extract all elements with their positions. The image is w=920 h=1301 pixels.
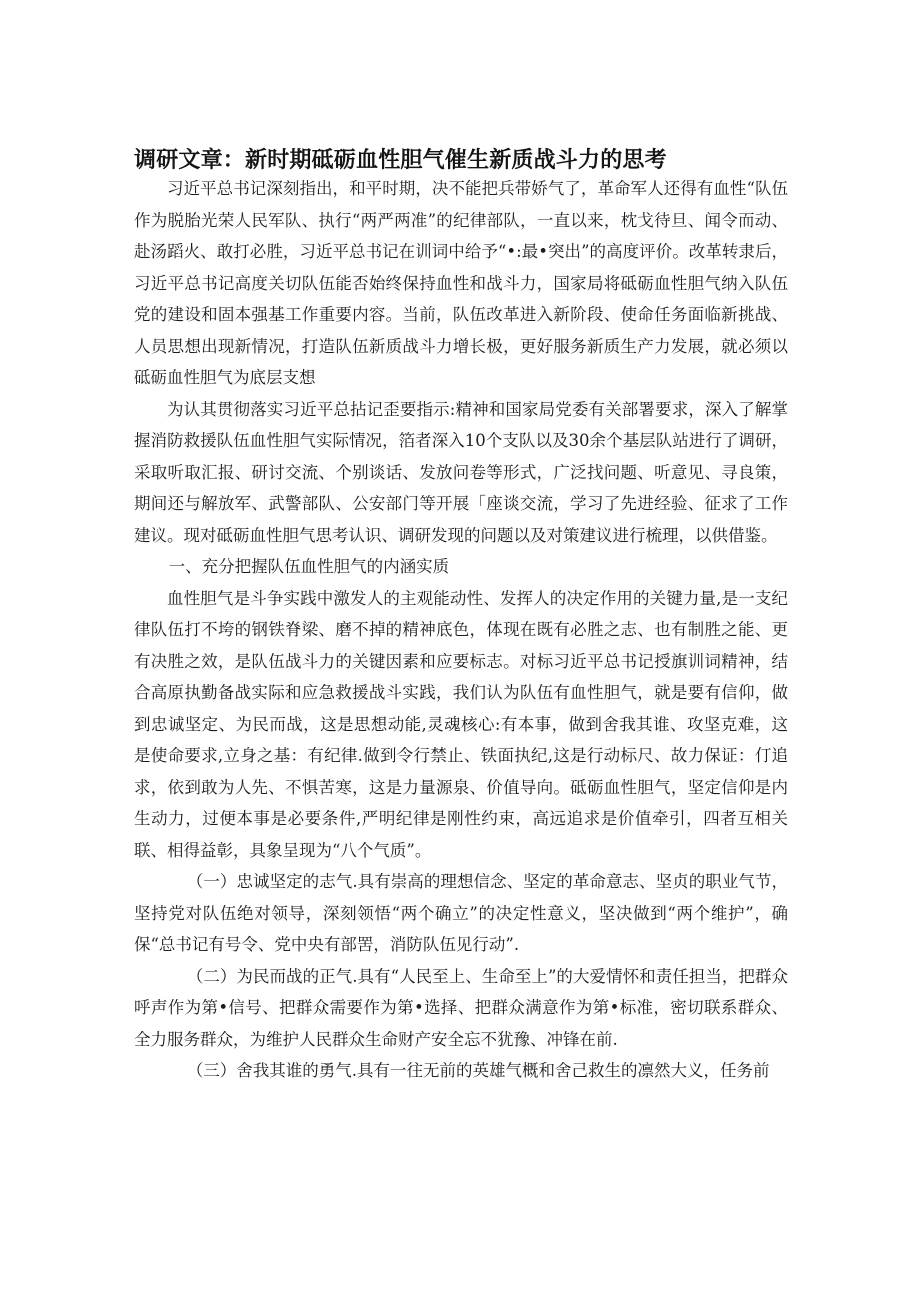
paragraph-people: （二）为民而战的正气.具有“人民至上、生命至上”的大爱情怀和责任担当，把群众呼声作为第•信号、把群众需要作为第•选择、把群众满意作为第•标准，密切联系群众、全力服务群众，为维护人民群众生命财产安全忘不犹豫、冲锋在前.: [134, 966, 788, 1049]
paragraph-research: 为认其贯彻落实习近平总拈记歪要指示:精神和国家局党委有关部署要求，深入了解掌握消防救援队伍血性胆气实际情况，箔者深入10个支队以及30余个基层队站进行了调研，采取听取汇报、研讨交流、个别谈话、发放问卷等形式，广泛找问题、听意见、寻良策，期间还与解放军、武警部队、公安部门等开展「座谈交流，学习了先进经验、征求了工作建议。现对砥砺血性胆气思考认识、调研发现的问题以及对策建议进行梳理，以供借鉴。: [134, 399, 788, 545]
section-heading-1: 一、充分把握队伍血性胆气的内涵实质: [168, 557, 450, 576]
document-title: 调研文章：新时期砥砺血性胆气催生新质战斗力的思考: [134, 148, 667, 173]
paragraph-essence: 血性胆气是斗争实践中激发人的主观能动性、发挥人的决定作用的关键力量,是一支纪律队伍打不垮的钢铁脊梁、磨不掉的精神底色，体现在既有必胜之志、也有制胜之能、更有决胜之效，是队伍战斗力的关键因素和应要标志。对标习近平总书记授旗训词精神，结合高原执勤备战实际和应急救援战斗实践，我们认为队伍有血性胆气，就是要有信仰，做到忠诚坚定、为民而战，这是思想动能,灵魂核心:有本事，做到舍我其谁、攻坚克难，这是使命要求,立身之基：有纪律.做到令行禁止、铁面执纪,这是行动标尺、故力保证：仃追求，依到敢为人先、不惧苦寒，这是力量源泉、价值导向。砥砺血性胆气，坚定信仰是内生动力，过便本事是必要条件,严明纪律是刚性约束，高远追求是价值牵引，四者互相关联、相得益彰，具象呈现为“八个气质”。: [134, 588, 788, 860]
paragraph-intro: 习近平总书记深刻指出，和平时期，决不能把兵带娇气了，革命军人还得有血性“队伍作为脱胎光荣人民军队、执行“两严两准”的纪律部队，一直以来，枕戈待旦、闻令而动、赴汤蹈火、敢打必胜，习近平总书记在训词中给予“•:最•突出”的高度评价。改革转隶后，习近平总书记高度关切队伍能否始终保持血性和战斗力，国家局将砥砺血性胆气纳入队伍党的建设和固本强基工作重要内容。当前，队伍改革进入新阶段、使命任务面临新挑战、人员思想出现新情况，打造队伍新质战斗力增长极，更好服务新质生产力发展，就必须以砥砺血性胆气为底层支想: [134, 179, 788, 387]
document-body: [134, 173, 788, 1087]
paragraph-courage: （三）舍我其谁的勇气.具有一往无前的英雄气概和舍己救生的凛然大义，任务前: [186, 1061, 770, 1080]
paragraph-loyalty: （一）忠诚坚定的志气.具有崇高的理想信念、坚定的革命意志、坚贞的职业气节，坚持党对队伍绝对领导，深刻领悟“两个确立”的决定性意义，坚决做到“两个维护”，确保“总书记有号令、党中央有部罟，消防队伍见行动”.: [134, 872, 788, 954]
